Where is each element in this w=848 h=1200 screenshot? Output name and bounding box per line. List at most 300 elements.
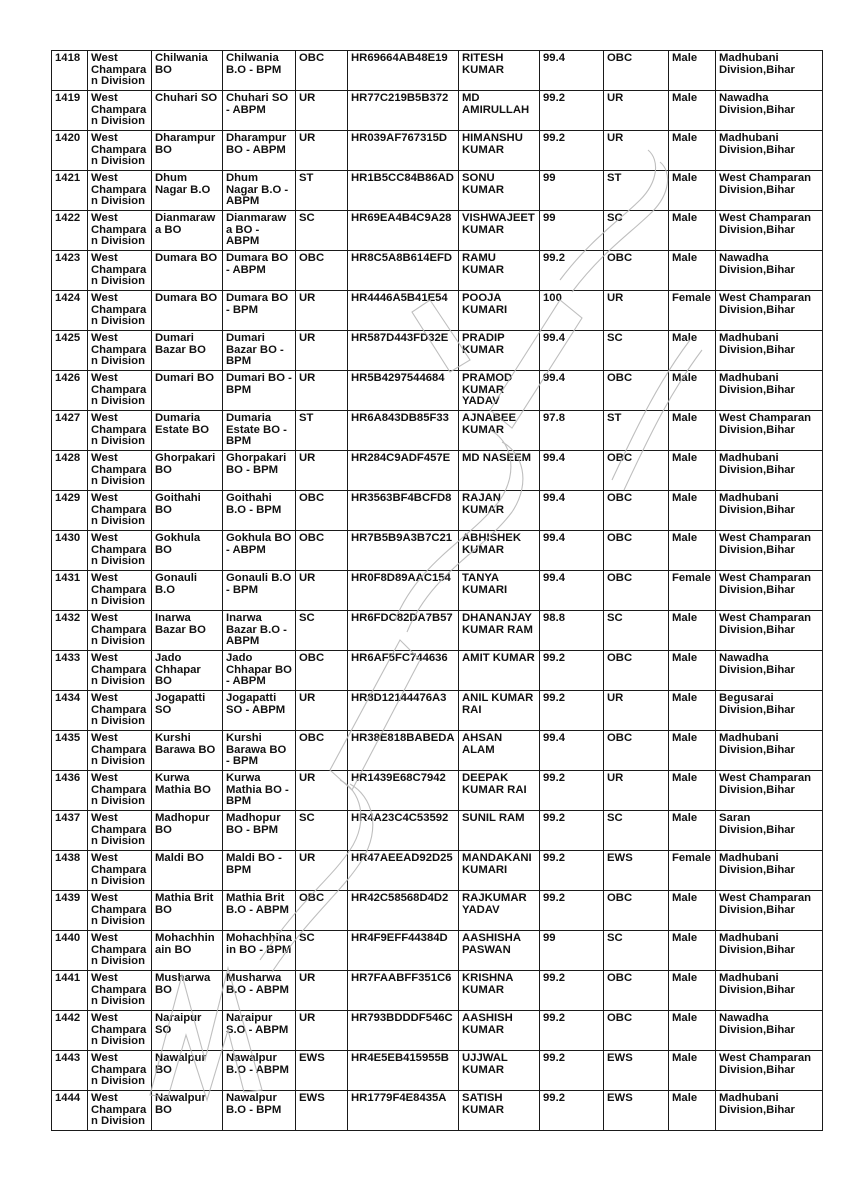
gender-cell: Male [669, 171, 716, 211]
division-cell: West Champaran Division [88, 891, 152, 931]
gender-cell: Male [669, 931, 716, 971]
post-category-cell: UR [296, 371, 348, 411]
registration-number-cell: HR4A23C4C53592 [348, 811, 459, 851]
table-row [52, 971, 823, 1011]
candidate-category-cell: SC [604, 931, 669, 971]
table-row [52, 291, 823, 331]
table-row [52, 891, 823, 931]
candidate-name-cell: ANIL KUMAR RAI [459, 691, 540, 731]
table-row [52, 1091, 823, 1131]
post-category-cell: SC [296, 611, 348, 651]
gender-cell: Male [669, 1051, 716, 1091]
post-category-cell: UR [296, 1011, 348, 1051]
table-row [52, 811, 823, 851]
division-cell: West Champaran Division [88, 731, 152, 771]
serial-number-cell: 1431 [52, 571, 88, 611]
office-name-cell: Jogapatti SO [152, 691, 223, 731]
candidate-name-cell: ABHISHEK KUMAR [459, 531, 540, 571]
office-name-cell: Musharwa BO [152, 971, 223, 1011]
serial-number-cell: 1437 [52, 811, 88, 851]
office-name-cell: Dumara BO [152, 291, 223, 331]
candidate-category-cell: ST [604, 411, 669, 451]
registration-number-cell: HR793BDDDF546C [348, 1011, 459, 1051]
division-cell: West Champaran Division [88, 371, 152, 411]
serial-number-cell: 1423 [52, 251, 88, 291]
candidate-division-cell: Madhubani Division,Bihar [716, 451, 823, 491]
candidate-name-cell: SATISH KUMAR [459, 1091, 540, 1131]
registration-number-cell: HR69664AB48E19 [348, 51, 459, 91]
post-name-cell: Dumaria Estate BO - BPM [223, 411, 296, 451]
marks-cell: 99 [540, 171, 604, 211]
candidate-division-cell: West Champaran Division,Bihar [716, 531, 823, 571]
office-name-cell: Dharampur BO [152, 131, 223, 171]
candidate-division-cell: Madhubani Division,Bihar [716, 851, 823, 891]
candidate-category-cell: SC [604, 811, 669, 851]
candidate-division-cell: Madhubani Division,Bihar [716, 491, 823, 531]
candidate-division-cell: Begusarai Division,Bihar [716, 691, 823, 731]
candidate-name-cell: MD NASEEM [459, 451, 540, 491]
table-row [52, 371, 823, 411]
registration-number-cell: HR8D12144476A3 [348, 691, 459, 731]
candidate-name-cell: AJNABEE KUMAR [459, 411, 540, 451]
serial-number-cell: 1430 [52, 531, 88, 571]
candidate-name-cell: AHSAN ALAM [459, 731, 540, 771]
post-category-cell: OBC [296, 731, 348, 771]
candidate-division-cell: Madhubani Division,Bihar [716, 731, 823, 771]
candidate-name-cell: AASHISHA PASWAN [459, 931, 540, 971]
office-name-cell: Jado Chhapar BO [152, 651, 223, 691]
serial-number-cell: 1427 [52, 411, 88, 451]
serial-number-cell: 1425 [52, 331, 88, 371]
candidate-name-cell: UJJWAL KUMAR [459, 1051, 540, 1091]
gender-cell: Male [669, 371, 716, 411]
post-name-cell: Chilwania B.O - BPM [223, 51, 296, 91]
candidate-category-cell: UR [604, 771, 669, 811]
registration-number-cell: HR6FDC82DA7B57 [348, 611, 459, 651]
post-category-cell: OBC [296, 651, 348, 691]
serial-number-cell: 1438 [52, 851, 88, 891]
candidate-name-cell: PRAMOD KUMAR YADAV [459, 371, 540, 411]
office-name-cell: Mathia Brit BO [152, 891, 223, 931]
registration-number-cell: HR1B5CC84B86AD [348, 171, 459, 211]
post-category-cell: OBC [296, 531, 348, 571]
candidate-name-cell: DHANANJAY KUMAR RAM [459, 611, 540, 651]
post-name-cell: Dumari BO - BPM [223, 371, 296, 411]
registration-number-cell: HR47AEEAD92D25 [348, 851, 459, 891]
post-name-cell: Ghorpakari BO - BPM [223, 451, 296, 491]
registration-number-cell: HR1439E68C7942 [348, 771, 459, 811]
post-name-cell: Jogapatti SO - ABPM [223, 691, 296, 731]
post-category-cell: ST [296, 171, 348, 211]
gender-cell: Male [669, 1091, 716, 1131]
table-row [52, 411, 823, 451]
office-name-cell: Dianmarawa BO [152, 211, 223, 251]
gender-cell: Female [669, 571, 716, 611]
post-category-cell: SC [296, 811, 348, 851]
post-name-cell: Jado Chhapar BO - ABPM [223, 651, 296, 691]
post-name-cell: Dumara BO - ABPM [223, 251, 296, 291]
division-cell: West Champaran Division [88, 971, 152, 1011]
gender-cell: Male [669, 651, 716, 691]
candidate-category-cell: UR [604, 291, 669, 331]
registration-number-cell: HR587D443FD32E [348, 331, 459, 371]
post-category-cell: OBC [296, 251, 348, 291]
serial-number-cell: 1435 [52, 731, 88, 771]
candidate-division-cell: Nawadha Division,Bihar [716, 651, 823, 691]
office-name-cell: Naraipur SO [152, 1011, 223, 1051]
marks-cell: 99.4 [540, 451, 604, 491]
division-cell: West Champaran Division [88, 131, 152, 171]
serial-number-cell: 1420 [52, 131, 88, 171]
candidate-category-cell: UR [604, 91, 669, 131]
gender-cell: Female [669, 851, 716, 891]
registration-number-cell: HR38E818BABEDA [348, 731, 459, 771]
division-cell: West Champaran Division [88, 1091, 152, 1131]
marks-cell: 99.2 [540, 851, 604, 891]
candidate-category-cell: OBC [604, 51, 669, 91]
marks-cell: 99.2 [540, 1091, 604, 1131]
candidate-division-cell: Nawadha Division,Bihar [716, 91, 823, 131]
candidate-name-cell: MD AMIRULLAH [459, 91, 540, 131]
division-cell: West Champaran Division [88, 251, 152, 291]
candidate-division-cell: Nawadha Division,Bihar [716, 251, 823, 291]
marks-cell: 99.2 [540, 131, 604, 171]
registration-number-cell: HR7FAABFF351C6 [348, 971, 459, 1011]
candidate-category-cell: OBC [604, 971, 669, 1011]
candidate-name-cell: SUNIL RAM [459, 811, 540, 851]
gender-cell: Male [669, 731, 716, 771]
office-name-cell: Chuhari SO [152, 91, 223, 131]
gender-cell: Female [669, 291, 716, 331]
candidate-division-cell: Madhubani Division,Bihar [716, 331, 823, 371]
table-row [52, 51, 823, 91]
marks-cell: 99.4 [540, 531, 604, 571]
office-name-cell: Nawalpur BO [152, 1091, 223, 1131]
candidate-name-cell: RITESH KUMAR [459, 51, 540, 91]
office-name-cell: Gokhula BO [152, 531, 223, 571]
gender-cell: Male [669, 211, 716, 251]
gender-cell: Male [669, 971, 716, 1011]
office-name-cell: Dumari BO [152, 371, 223, 411]
division-cell: West Champaran Division [88, 331, 152, 371]
post-name-cell: Dumari Bazar BO - BPM [223, 331, 296, 371]
marks-cell: 99 [540, 931, 604, 971]
candidate-category-cell: EWS [604, 1091, 669, 1131]
candidate-division-cell: West Champaran Division,Bihar [716, 611, 823, 651]
gender-cell: Male [669, 451, 716, 491]
registration-number-cell: HR3563BF4BCFD8 [348, 491, 459, 531]
candidate-category-cell: SC [604, 611, 669, 651]
candidate-division-cell: West Champaran Division,Bihar [716, 411, 823, 451]
division-cell: West Champaran Division [88, 531, 152, 571]
office-name-cell: Kurwa Mathia BO [152, 771, 223, 811]
post-name-cell: Chuhari SO - ABPM [223, 91, 296, 131]
registration-number-cell: HR284C9ADF457E [348, 451, 459, 491]
registration-number-cell: HR69EA4B4C9A28 [348, 211, 459, 251]
post-category-cell: UR [296, 331, 348, 371]
post-name-cell: Gokhula BO - ABPM [223, 531, 296, 571]
registration-number-cell: HR8C5A8B614EFD [348, 251, 459, 291]
serial-number-cell: 1418 [52, 51, 88, 91]
candidate-name-cell: RAMU KUMAR [459, 251, 540, 291]
table-row [52, 171, 823, 211]
registration-number-cell: HR0F8D89AAC154 [348, 571, 459, 611]
serial-number-cell: 1433 [52, 651, 88, 691]
post-name-cell: Mathia Brit B.O - ABPM [223, 891, 296, 931]
marks-cell: 99.2 [540, 771, 604, 811]
registration-number-cell: HR1779F4E8435A [348, 1091, 459, 1131]
registration-number-cell: HR7B5B9A3B7C21 [348, 531, 459, 571]
post-name-cell: Gonauli B.O - BPM [223, 571, 296, 611]
candidate-division-cell: Madhubani Division,Bihar [716, 931, 823, 971]
serial-number-cell: 1426 [52, 371, 88, 411]
gender-cell: Male [669, 891, 716, 931]
gender-cell: Male [669, 131, 716, 171]
gender-cell: Male [669, 331, 716, 371]
marks-cell: 98.8 [540, 611, 604, 651]
office-name-cell: Ghorpakari BO [152, 451, 223, 491]
candidate-category-cell: EWS [604, 1051, 669, 1091]
candidate-name-cell: DEEPAK KUMAR RAI [459, 771, 540, 811]
post-category-cell: UR [296, 851, 348, 891]
table-row [52, 211, 823, 251]
candidate-division-cell: West Champaran Division,Bihar [716, 171, 823, 211]
marks-cell: 99.2 [540, 91, 604, 131]
gender-cell: Male [669, 811, 716, 851]
candidate-division-cell: Madhubani Division,Bihar [716, 1091, 823, 1131]
office-name-cell: Maldi BO [152, 851, 223, 891]
candidate-name-cell: AMIT KUMAR [459, 651, 540, 691]
gender-cell: Male [669, 251, 716, 291]
marks-cell: 99.4 [540, 731, 604, 771]
office-name-cell: Madhopur BO [152, 811, 223, 851]
marks-cell: 99 [540, 211, 604, 251]
candidate-category-cell: OBC [604, 451, 669, 491]
office-name-cell: Chilwania BO [152, 51, 223, 91]
table-row [52, 611, 823, 651]
table-row [52, 451, 823, 491]
division-cell: West Champaran Division [88, 491, 152, 531]
candidate-category-cell: ST [604, 171, 669, 211]
table-row [52, 771, 823, 811]
candidate-name-cell: POOJA KUMARI [459, 291, 540, 331]
registration-number-cell: HR4F9EFF44384D [348, 931, 459, 971]
candidate-category-cell: OBC [604, 251, 669, 291]
candidate-division-cell: Saran Division,Bihar [716, 811, 823, 851]
post-name-cell: Nawalpur B.O - ABPM [223, 1051, 296, 1091]
registration-number-cell: HR77C219B5B372 [348, 91, 459, 131]
candidate-name-cell: MANDAKANI KUMARI [459, 851, 540, 891]
post-name-cell: Dhum Nagar B.O - ABPM [223, 171, 296, 211]
serial-number-cell: 1441 [52, 971, 88, 1011]
marks-cell: 100 [540, 291, 604, 331]
post-name-cell: Kurshi Barawa BO - BPM [223, 731, 296, 771]
post-name-cell: Dharampur BO - ABPM [223, 131, 296, 171]
post-name-cell: Goithahi B.O - BPM [223, 491, 296, 531]
office-name-cell: Dumari Bazar BO [152, 331, 223, 371]
division-cell: West Champaran Division [88, 411, 152, 451]
office-name-cell: Dumaria Estate BO [152, 411, 223, 451]
post-category-cell: SC [296, 211, 348, 251]
table-row [52, 571, 823, 611]
marks-cell: 99.4 [540, 371, 604, 411]
candidate-category-cell: OBC [604, 571, 669, 611]
office-name-cell: Inarwa Bazar BO [152, 611, 223, 651]
serial-number-cell: 1422 [52, 211, 88, 251]
marks-cell: 99.2 [540, 891, 604, 931]
post-category-cell: UR [296, 691, 348, 731]
post-name-cell: Madhopur BO - BPM [223, 811, 296, 851]
marks-cell: 99.4 [540, 331, 604, 371]
division-cell: West Champaran Division [88, 931, 152, 971]
marks-cell: 99.4 [540, 51, 604, 91]
candidate-name-cell: VISHWAJEET KUMAR [459, 211, 540, 251]
post-category-cell: UR [296, 771, 348, 811]
serial-number-cell: 1442 [52, 1011, 88, 1051]
marks-cell: 99.2 [540, 251, 604, 291]
candidate-division-cell: West Champaran Division,Bihar [716, 291, 823, 331]
marks-cell: 99.2 [540, 691, 604, 731]
table-row [52, 251, 823, 291]
candidate-division-cell: Madhubani Division,Bihar [716, 371, 823, 411]
division-cell: West Champaran Division [88, 291, 152, 331]
marks-cell: 99.2 [540, 811, 604, 851]
candidate-category-cell: OBC [604, 731, 669, 771]
division-cell: West Champaran Division [88, 691, 152, 731]
registration-number-cell: HR5B4297544684 [348, 371, 459, 411]
candidate-category-cell: OBC [604, 891, 669, 931]
serial-number-cell: 1443 [52, 1051, 88, 1091]
candidate-division-cell: Nawadha Division,Bihar [716, 1011, 823, 1051]
candidate-category-cell: UR [604, 131, 669, 171]
candidate-division-cell: West Champaran Division,Bihar [716, 891, 823, 931]
serial-number-cell: 1424 [52, 291, 88, 331]
candidate-category-cell: EWS [604, 851, 669, 891]
marks-cell: 97.8 [540, 411, 604, 451]
candidate-category-cell: UR [604, 691, 669, 731]
table-row [52, 531, 823, 571]
candidate-name-cell: RAJKUMAR YADAV [459, 891, 540, 931]
division-cell: West Champaran Division [88, 91, 152, 131]
post-category-cell: EWS [296, 1051, 348, 1091]
table-row [52, 691, 823, 731]
marks-cell: 99.2 [540, 971, 604, 1011]
candidate-category-cell: OBC [604, 531, 669, 571]
office-name-cell: Dhum Nagar B.O [152, 171, 223, 211]
candidate-category-cell: SC [604, 331, 669, 371]
table-row [52, 931, 823, 971]
office-name-cell: Dumara BO [152, 251, 223, 291]
table-row [52, 331, 823, 371]
post-category-cell: UR [296, 91, 348, 131]
candidate-category-cell: OBC [604, 371, 669, 411]
post-category-cell: OBC [296, 891, 348, 931]
marks-cell: 99.4 [540, 491, 604, 531]
registration-number-cell: HR42C58568D4D2 [348, 891, 459, 931]
division-cell: West Champaran Division [88, 211, 152, 251]
candidate-category-cell: SC [604, 211, 669, 251]
post-name-cell: Mohachhinain BO - BPM [223, 931, 296, 971]
post-category-cell: OBC [296, 491, 348, 531]
candidate-category-cell: OBC [604, 491, 669, 531]
marks-cell: 99.2 [540, 651, 604, 691]
gender-cell: Male [669, 51, 716, 91]
gender-cell: Male [669, 1011, 716, 1051]
post-name-cell: Maldi BO - BPM [223, 851, 296, 891]
table-row [52, 731, 823, 771]
post-name-cell: Nawalpur B.O - BPM [223, 1091, 296, 1131]
serial-number-cell: 1429 [52, 491, 88, 531]
table-row [52, 1011, 823, 1051]
serial-number-cell: 1434 [52, 691, 88, 731]
gender-cell: Male [669, 91, 716, 131]
post-category-cell: SC [296, 931, 348, 971]
candidate-division-cell: West Champaran Division,Bihar [716, 211, 823, 251]
merit-list-table [51, 50, 823, 1131]
post-name-cell: Musharwa B.O - ABPM [223, 971, 296, 1011]
post-category-cell: EWS [296, 1091, 348, 1131]
serial-number-cell: 1432 [52, 611, 88, 651]
candidate-division-cell: Madhubani Division,Bihar [716, 971, 823, 1011]
post-name-cell: Inarwa Bazar B.O - ABPM [223, 611, 296, 651]
post-category-cell: UR [296, 131, 348, 171]
serial-number-cell: 1439 [52, 891, 88, 931]
division-cell: West Champaran Division [88, 451, 152, 491]
division-cell: West Champaran Division [88, 851, 152, 891]
serial-number-cell: 1444 [52, 1091, 88, 1131]
registration-number-cell: HR039AF767315D [348, 131, 459, 171]
division-cell: West Champaran Division [88, 51, 152, 91]
table-row [52, 851, 823, 891]
table-row [52, 1051, 823, 1091]
post-category-cell: ST [296, 411, 348, 451]
candidate-division-cell: West Champaran Division,Bihar [716, 571, 823, 611]
post-name-cell: Dianmarawa BO - ABPM [223, 211, 296, 251]
post-name-cell: Naraipur S.O - ABPM [223, 1011, 296, 1051]
candidate-name-cell: SONU KUMAR [459, 171, 540, 211]
post-category-cell: UR [296, 291, 348, 331]
candidate-name-cell: HIMANSHU KUMAR [459, 131, 540, 171]
office-name-cell: Kurshi Barawa BO [152, 731, 223, 771]
candidate-category-cell: OBC [604, 651, 669, 691]
candidate-division-cell: Madhubani Division,Bihar [716, 131, 823, 171]
office-name-cell: Mohachhinain BO [152, 931, 223, 971]
division-cell: West Champaran Division [88, 571, 152, 611]
merit-list-body [52, 51, 823, 1131]
candidate-name-cell: AASHISH KUMAR [459, 1011, 540, 1051]
division-cell: West Champaran Division [88, 811, 152, 851]
candidate-division-cell: West Champaran Division,Bihar [716, 1051, 823, 1091]
division-cell: West Champaran Division [88, 1051, 152, 1091]
post-category-cell: UR [296, 571, 348, 611]
gender-cell: Male [669, 771, 716, 811]
serial-number-cell: 1428 [52, 451, 88, 491]
post-category-cell: OBC [296, 51, 348, 91]
gender-cell: Male [669, 491, 716, 531]
division-cell: West Champaran Division [88, 771, 152, 811]
marks-cell: 99.4 [540, 571, 604, 611]
candidate-division-cell: Madhubani Division,Bihar [716, 51, 823, 91]
office-name-cell: Gonauli B.O [152, 571, 223, 611]
serial-number-cell: 1421 [52, 171, 88, 211]
marks-cell: 99.2 [540, 1051, 604, 1091]
office-name-cell: Goithahi BO [152, 491, 223, 531]
gender-cell: Male [669, 611, 716, 651]
division-cell: West Champaran Division [88, 1011, 152, 1051]
table-row [52, 91, 823, 131]
division-cell: West Champaran Division [88, 651, 152, 691]
serial-number-cell: 1436 [52, 771, 88, 811]
